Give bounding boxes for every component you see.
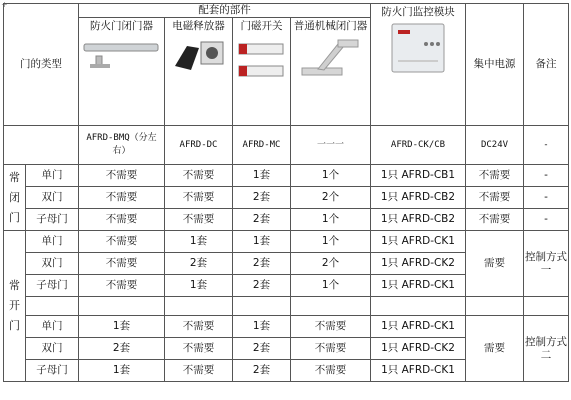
row-closer: 不需要 <box>79 187 165 209</box>
row-magnet: 不需要 <box>165 187 233 209</box>
model-row-blank <box>4 126 79 165</box>
note-header: 备注 <box>524 4 569 126</box>
row-magswitch: 1套 <box>233 231 291 253</box>
mech-closer-header: 普通机械闭门器 <box>291 18 371 126</box>
row-mech: 1个 <box>291 165 371 187</box>
row-monitor: 1只 AFRD-CK2 <box>371 253 466 275</box>
row-magswitch: 2套 <box>233 209 291 231</box>
row-magswitch: 2套 <box>233 360 291 382</box>
row-door-type: 单门 <box>26 231 79 253</box>
row-power: 不需要 <box>466 209 524 231</box>
merged-note-b: 控制方式二 <box>524 316 569 382</box>
row-magnet: 不需要 <box>165 338 233 360</box>
row-magnet: 不需要 <box>165 165 233 187</box>
power-header: 集中电源 <box>466 4 524 126</box>
table-row <box>4 231 569 253</box>
parts-group-header: 配套的部件 <box>79 4 371 18</box>
row-magswitch: 2套 <box>233 253 291 275</box>
row-magswitch: 2套 <box>233 275 291 297</box>
row-mech: 1个 <box>291 231 371 253</box>
table-row <box>4 316 569 338</box>
row-monitor: 1只 AFRD-CK1 <box>371 360 466 382</box>
row-monitor: 1只 AFRD-CB2 <box>371 187 466 209</box>
door-parts-table <box>3 3 569 382</box>
row-magnet: 不需要 <box>165 316 233 338</box>
blank-cell <box>524 297 569 316</box>
blank-cell <box>371 297 466 316</box>
row-closer: 不需要 <box>79 275 165 297</box>
model-magswitch: AFRD-MC <box>233 126 291 165</box>
row-door-type: 双门 <box>26 253 79 275</box>
magnetic-switch-image <box>235 36 289 86</box>
row-mech: 2个 <box>291 253 371 275</box>
monitor-header: 防火门监控模块 <box>371 4 466 126</box>
row-monitor: 1只 AFRD-CB2 <box>371 209 466 231</box>
electromagnet-image <box>169 36 229 76</box>
blank-cell <box>79 297 165 316</box>
row-closer: 不需要 <box>79 253 165 275</box>
table-row <box>4 187 569 209</box>
row-note: - <box>524 209 569 231</box>
table-row <box>4 165 569 187</box>
row-closer: 1套 <box>79 360 165 382</box>
table-anchor-mark: + <box>1 0 8 9</box>
model-monitor: AFRD-CK/CB <box>371 126 466 165</box>
row-magswitch: 1套 <box>233 165 291 187</box>
row-magnet: 1套 <box>165 231 233 253</box>
model-row <box>4 126 569 165</box>
closer-header: 防火门闭门器 <box>79 18 165 126</box>
row-magswitch: 1套 <box>233 316 291 338</box>
blank-cell <box>466 297 524 316</box>
magswitch-header: 门磁开关 <box>233 18 291 126</box>
mechanical-closer-image <box>298 36 364 80</box>
row-closer: 1套 <box>79 316 165 338</box>
door-closer-image <box>82 36 162 76</box>
merged-power-b: 需要 <box>466 316 524 382</box>
row-door-type: 子母门 <box>26 360 79 382</box>
row-mech: 2个 <box>291 187 371 209</box>
table-row <box>4 209 569 231</box>
model-note: - <box>524 126 569 165</box>
row-note: - <box>524 165 569 187</box>
row-door-type: 单门 <box>26 316 79 338</box>
row-magnet: 1套 <box>165 275 233 297</box>
blank-cell <box>26 297 79 316</box>
monitor-module-image <box>386 22 450 74</box>
row-monitor: 1只 AFRD-CK1 <box>371 231 466 253</box>
row-power: 不需要 <box>466 187 524 209</box>
row-mech: 不需要 <box>291 338 371 360</box>
blank-cell <box>165 297 233 316</box>
magnet-header: 电磁释放器 <box>165 18 233 126</box>
table-row-blank <box>4 297 569 316</box>
row-monitor: 1只 AFRD-CK1 <box>371 316 466 338</box>
merged-power-a: 需要 <box>466 231 524 297</box>
row-door-type: 双门 <box>26 187 79 209</box>
group-normally-closed: 常闭门 <box>4 165 26 231</box>
row-monitor: 1只 AFRD-CB1 <box>371 165 466 187</box>
row-mech: 不需要 <box>291 316 371 338</box>
row-magswitch: 2套 <box>233 338 291 360</box>
row-magswitch: 2套 <box>233 187 291 209</box>
row-closer: 2套 <box>79 338 165 360</box>
model-power: DC24V <box>466 126 524 165</box>
row-door-type: 单门 <box>26 165 79 187</box>
row-magnet: 2套 <box>165 253 233 275</box>
row-note: - <box>524 187 569 209</box>
row-monitor: 1只 AFRD-CK1 <box>371 275 466 297</box>
door-type-header: 门的类型 <box>4 4 79 126</box>
row-mech: 1个 <box>291 209 371 231</box>
blank-cell <box>291 297 371 316</box>
model-magnet: AFRD-DC <box>165 126 233 165</box>
blank-cell <box>233 297 291 316</box>
row-monitor: 1只 AFRD-CK2 <box>371 338 466 360</box>
row-magnet: 不需要 <box>165 209 233 231</box>
row-power: 不需要 <box>466 165 524 187</box>
model-closer: AFRD-BMQ（分左右） <box>79 126 165 165</box>
row-closer: 不需要 <box>79 165 165 187</box>
row-door-type: 双门 <box>26 338 79 360</box>
row-magnet: 不需要 <box>165 360 233 382</box>
row-mech: 不需要 <box>291 360 371 382</box>
model-mech-closer: 一一一 <box>291 126 371 165</box>
group-normally-open: 常开门 <box>4 231 26 382</box>
merged-note-a: 控制方式一 <box>524 231 569 297</box>
row-door-type: 子母门 <box>26 209 79 231</box>
row-closer: 不需要 <box>79 209 165 231</box>
row-mech: 1个 <box>291 275 371 297</box>
row-door-type: 子母门 <box>26 275 79 297</box>
header-row-top <box>4 4 569 18</box>
row-closer: 不需要 <box>79 231 165 253</box>
